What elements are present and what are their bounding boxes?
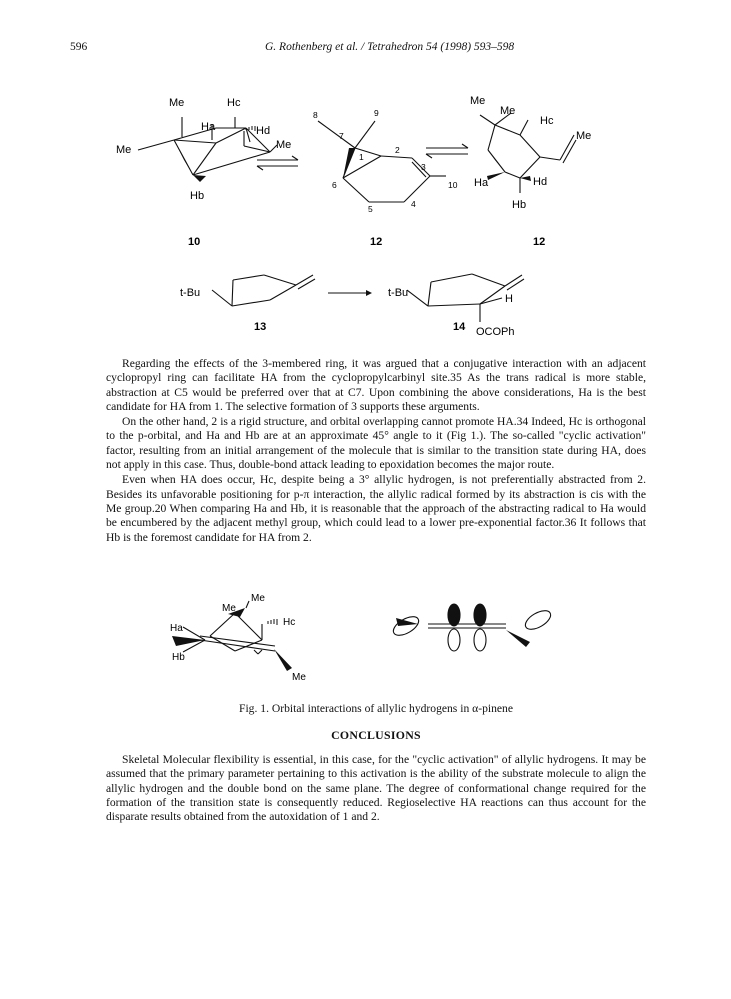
compound-label-12: 12 (533, 236, 546, 248)
atom-label-ocoph: OCOPh (476, 326, 515, 338)
atom-label-hb: Hb (190, 190, 205, 202)
atom-label-me: Me (251, 593, 265, 604)
atom-label-me: Me (276, 139, 292, 151)
atom-number: 10 (448, 180, 458, 190)
atom-number: 6 (332, 180, 337, 190)
hash-bond (268, 619, 277, 625)
atom-number: 9 (374, 108, 379, 118)
orbital-diagram (390, 604, 553, 651)
atom-label-hb: Hb (172, 652, 185, 663)
compound-label-10: 10 (188, 236, 201, 248)
atom-label-me: Me (169, 97, 185, 109)
atom-label-hc: Hc (540, 115, 554, 127)
figure-caption: Fig. 1. Orbital interactions of allylic hydrogens in α-pinene (239, 702, 513, 715)
page-number: 596 (70, 41, 88, 53)
atom-number: 4 (411, 199, 416, 209)
paragraph-3: Even when HA does occur, Hc, despite being a 3° allylic hydrogen, is not preferentially abstracted from 2. Besides its unfavorable positioning for p-π interaction, the allylic radical formed by its abstraction is cis with the Me group.20 When comparing Ha and Hb, it is reasonable that the approach of the abstracting radical to Ha would be encumbered by the adjacent methyl group, which could lead to a lower pre-exponential factor.36 It follows that Hb is the foremost candidate for HA from 2. (106, 473, 646, 544)
compound-label-13: 13 (254, 321, 267, 333)
atom-number: 1 (359, 152, 364, 162)
atom-label-me: Me (500, 105, 516, 117)
section-heading: CONCLUSIONS (331, 728, 421, 742)
conclusions-text (106, 753, 646, 824)
compound-label-14: 14 (453, 321, 466, 333)
atom-label-me: Me (292, 672, 306, 683)
atom-label-hd: Hd (533, 176, 548, 188)
atom-label-me: Me (116, 144, 132, 156)
atom-label-hb: Hb (512, 199, 527, 211)
paragraph-2: On the other hand, 2 is a rigid structure, and orbital overlapping cannot promote HA.34 Indeed, Hc is orthogonal to the p-orbital, and Ha and Hb are at an approximate 45° angle to it (Fig 1.). The so-called "cyclic activation" factor, resulting from an initial arrangement of the molecule that is similar to the transition state during HA, does not apply in this case. Thus, double-bond attack leading to epoxidation becomes the major route. (106, 415, 646, 472)
conclusions-paragraph: Skeletal Molecular flexibility is essential, in this case, for the "cyclic activation" of allylic hydrogens. It may be assumed that the primary parameter pertaining to this activation is the ability of the substrate molecule to align the allylic hydrogen and the double bond on the same plane. The degree of conformational change required for the formation of the transition state is consequently reduced. Regioselective HA reactions can thus account for the disparate results obtained from the autoxidation of 1 and 2. (106, 753, 646, 824)
atom-label-me: Me (576, 130, 592, 142)
wedge-bond (274, 649, 292, 671)
compound-label-11: 12 (370, 236, 383, 248)
atom-label-ha: Ha (170, 623, 183, 634)
atom-number: 8 (313, 110, 318, 120)
atom-label-tbu: t-Bu (180, 287, 201, 299)
atom-number: 5 (368, 204, 373, 214)
atom-label-me: Me (470, 95, 486, 107)
atom-label-ha: Ha (474, 177, 489, 189)
atom-label-me: Me (222, 603, 236, 614)
atom-label-tbu: t-Bu (388, 287, 409, 299)
atom-number: 2 (395, 145, 400, 155)
atom-label-hd: Hd (256, 125, 271, 137)
atom-label-hc: Hc (283, 617, 296, 628)
atom-label-h: H (505, 293, 513, 305)
running-title: G. Rothenberg et al. / Tetrahedron 54 (1998) 593–598 (265, 41, 515, 53)
wedge-bond (506, 630, 530, 647)
atom-label-ha: Ha (201, 121, 216, 133)
atom-number: 7 (339, 131, 344, 141)
atom-number: 3 (421, 162, 426, 172)
paragraph-1: Regarding the effects of the 3-membered ring, it was argued that a conjugative interaction with an adjacent cyclopropyl ring can facilitate HA from the cyclopropylcarbinyl site.35 As the trans radical is more stable, abstraction at C5 would be preferred over that at C7. Upon combining the above considerations, Ha is the best candidate for HA from 1. The selective formation of 3 supports these arguments. (106, 357, 646, 413)
atom-label-hc: Hc (227, 97, 241, 109)
